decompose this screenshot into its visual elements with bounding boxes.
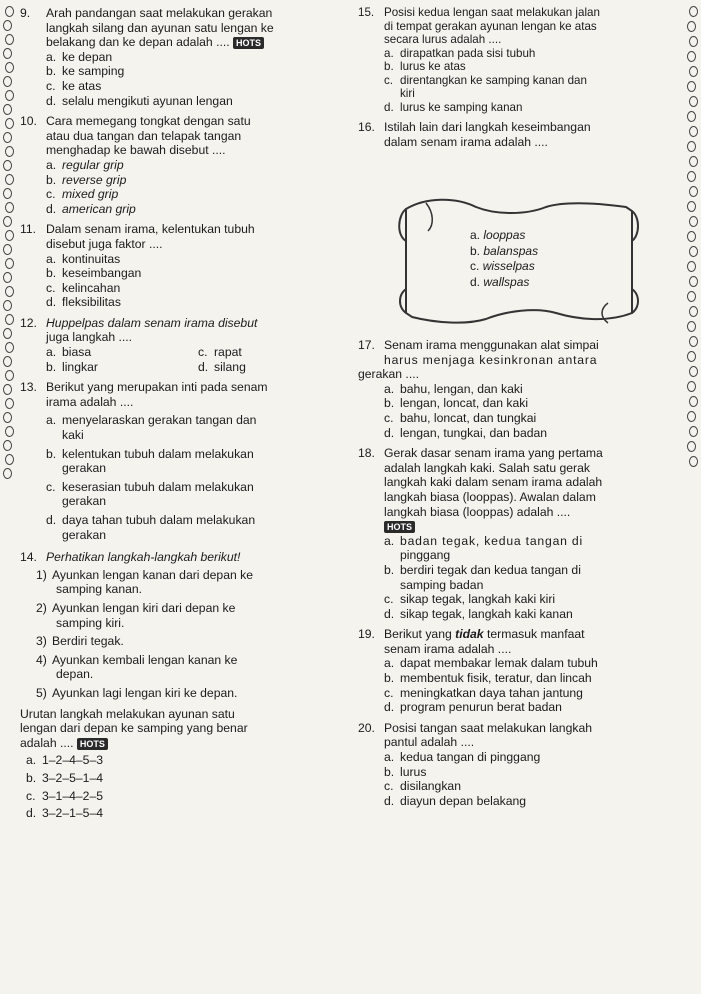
binding-ring-icon	[689, 156, 698, 167]
binding-ring-icon	[3, 216, 12, 227]
question-number: 15.	[358, 6, 375, 19]
binding-ring-icon	[3, 48, 12, 59]
question-text: Posisi tangan saat melakukan langkah pantul adalah ....	[384, 720, 592, 750]
question-text: Istilah lain dari langkah keseimbangan dalam senam irama adalah ....	[384, 120, 591, 149]
option-b[interactable]: b. lurus	[384, 764, 427, 779]
question-number: 19.	[358, 627, 375, 642]
binding-ring-icon	[687, 321, 696, 332]
option-a[interactable]: a. kontinuitas	[46, 251, 121, 266]
option-a[interactable]: a. dirapatkan pada sisi tubuh	[384, 46, 536, 60]
question-text: Posisi kedua lengan saat melakukan jalan di tempat gerakan ayunan lengan ke atas secara lurus adalah ....	[384, 6, 600, 46]
scroll-illustration	[386, 195, 648, 331]
binding-ring-icon	[3, 160, 12, 171]
option-c[interactable]: c. bahu, loncat, dan tungkai	[384, 410, 537, 425]
option-c[interactable]: c. ke atas	[46, 78, 102, 93]
binding-ring-icon	[689, 66, 698, 77]
binding-ring-icon	[3, 272, 12, 283]
question-text: Cara memegang tongkat dengan satu atau dua tangan dan telapak tangan menghadap ke bawah disebut ....	[46, 114, 251, 158]
binding-ring-icon	[687, 411, 696, 422]
binding-ring-icon	[689, 426, 698, 437]
left-column	[20, 6, 350, 821]
option-d[interactable]: d. program penurun berat badan	[384, 700, 562, 715]
question-number: 12.	[20, 315, 37, 330]
option-d[interactable]: d. sikap tegak, langkah kaki kanan	[384, 606, 573, 621]
option-d[interactable]: d. wallspas	[470, 274, 530, 289]
binding-ring-icon	[5, 174, 14, 185]
option-b[interactable]: b. berdiri tegak dan kedua tangan di samping badan	[384, 562, 581, 592]
option-a[interactable]: a. 1–2–4–5–3	[26, 753, 104, 768]
binding-rings-right	[686, 0, 700, 994]
option-b[interactable]: b. balanspas	[470, 243, 539, 258]
binding-ring-icon	[687, 201, 696, 212]
scroll-options	[470, 228, 538, 290]
option-d[interactable]: d. 3–2–1–5–4	[26, 806, 104, 821]
binding-ring-icon	[3, 104, 12, 115]
question-number: 17.	[358, 338, 375, 352]
question-text: Gerak dasar senam irama yang pertama adalah langkah kaki. Salah satu gerak langkah kaki dalam senam irama adalah langkah biasa (looppas). Awalan dalam langkah biasa (looppas) adalah .... HOTS	[384, 446, 603, 532]
binding-ring-icon	[687, 51, 696, 62]
binding-ring-icon	[5, 426, 14, 437]
binding-rings-left	[2, 0, 16, 994]
binding-ring-icon	[689, 96, 698, 107]
binding-ring-icon	[5, 342, 14, 353]
hots-badge: HOTS	[233, 37, 264, 49]
binding-ring-icon	[5, 118, 14, 129]
option-d[interactable]: d. diayun depan belakang	[384, 793, 527, 808]
binding-ring-icon	[3, 384, 12, 395]
binding-ring-icon	[3, 76, 12, 87]
question-17	[358, 338, 673, 808]
question-11	[20, 222, 350, 310]
option-c[interactable]: c. sikap tegak, langkah kaki kiri	[384, 592, 556, 607]
option-c[interactable]: c. mixed grip	[46, 187, 119, 202]
option-a[interactable]: a. kedua tangan di pinggang	[384, 750, 541, 765]
option-d[interactable]: d. daya tahan tubuh dalam melakukan gerakan	[46, 513, 256, 542]
option-c[interactable]: c. keserasian tubuh dalam melakukan gerakan	[46, 479, 254, 509]
hots-badge: HOTS	[77, 738, 108, 750]
question-15	[358, 6, 673, 114]
question-14	[20, 550, 350, 821]
option-a[interactable]: a. bahu, lengan, dan kaki	[384, 381, 523, 396]
question-number: 10.	[20, 114, 37, 129]
question-text: Arah pandangan saat melakukan gerakan langkah silang dan ayunan satu lengan ke belakang dan ke depan adalah .... HOTS	[46, 6, 274, 50]
option-a[interactable]: a. biasa	[46, 345, 92, 360]
option-c[interactable]: c. direntangkan ke samping kanan dan kiri	[384, 73, 587, 100]
question-16	[358, 120, 673, 149]
binding-ring-icon	[5, 314, 14, 325]
binding-ring-icon	[689, 216, 698, 227]
binding-ring-icon	[3, 300, 12, 311]
option-b[interactable]: b. lingkar	[46, 359, 98, 374]
binding-ring-icon	[3, 20, 12, 31]
option-b[interactable]: b. reverse grip	[46, 172, 127, 187]
question-text: Perhatikan langkah-langkah berikut!	[46, 550, 241, 565]
question-number: 20.	[358, 720, 375, 735]
question-number: 14.	[20, 550, 37, 565]
question-number: 16.	[358, 120, 375, 134]
hots-badge: HOTS	[384, 521, 415, 533]
binding-ring-icon	[687, 111, 696, 122]
binding-ring-icon	[5, 6, 14, 17]
binding-ring-icon	[5, 454, 14, 465]
option-c[interactable]: c. disilangkan	[384, 779, 461, 794]
binding-ring-icon	[689, 36, 698, 47]
binding-ring-icon	[3, 356, 12, 367]
question-prompt: Urutan langkah melakukan ayunan satu lengan dari depan ke samping yang benar adalah .... HOTS	[20, 706, 248, 750]
question-number: 18.	[358, 446, 375, 461]
binding-ring-icon	[689, 456, 698, 467]
steps-list: 1) Ayunkan lengan kanan dari depan ke samping kanan. 2) Ayunkan lengan kiri dari depan ke samping kiri. 3) Berdiri tegak. 4) Ayunkan kembali lengan kanan ke depan. 5) Ayunkan lagi lengan kiri ke depan.	[36, 567, 254, 700]
option-b[interactable]: b. keseimbangan	[46, 266, 142, 281]
binding-ring-icon	[687, 171, 696, 182]
binding-ring-icon	[3, 132, 12, 143]
question-10	[20, 114, 350, 216]
question-18	[358, 446, 673, 621]
binding-ring-icon	[689, 336, 698, 347]
option-c[interactable]: c. rapat	[198, 345, 242, 360]
binding-ring-icon	[689, 396, 698, 407]
binding-ring-icon	[687, 231, 696, 242]
binding-ring-icon	[5, 286, 14, 297]
binding-ring-icon	[689, 366, 698, 377]
option-b[interactable]: b. membentuk fisik, teratur, dan lincah	[384, 671, 592, 686]
question-text: Senam irama menggunakan alat simpai harus menjaga kesinkronan antara	[384, 338, 599, 367]
option-c[interactable]: c. 3–1–4–2–5	[26, 788, 104, 803]
question-number: 9.	[20, 6, 31, 20]
option-a[interactable]: a. menyelaraskan gerakan tangan dan kaki	[46, 413, 257, 443]
question-9	[20, 6, 350, 108]
question-13	[20, 380, 350, 542]
binding-ring-icon	[5, 202, 14, 213]
option-a[interactable]: a. regular grip	[46, 157, 124, 172]
option-d[interactable]: d. lengan, tungkai, dan badan	[384, 425, 548, 440]
question-number: 13.	[20, 380, 37, 395]
binding-ring-icon	[689, 306, 698, 317]
binding-ring-icon	[687, 21, 696, 32]
option-d[interactable]: d. selalu mengikuti ayunan lengan	[46, 93, 233, 108]
question-text: Huppelpas dalam senam irama disebut juga langkah ....	[46, 315, 258, 345]
binding-ring-icon	[3, 188, 12, 199]
question-text: Berikut yang merupakan inti pada senam irama adalah ....	[46, 380, 268, 409]
binding-ring-icon	[687, 381, 696, 392]
binding-ring-icon	[689, 186, 698, 197]
binding-ring-icon	[3, 244, 12, 255]
option-b[interactable]: b. kelentukan tubuh dalam melakukan gerakan	[46, 446, 254, 476]
binding-ring-icon	[687, 141, 696, 152]
option-c[interactable]: c. meningkatkan daya tahan jantung	[384, 685, 583, 700]
option-b[interactable]: b. ke samping	[46, 64, 125, 79]
binding-ring-icon	[687, 81, 696, 92]
binding-ring-icon	[5, 370, 14, 381]
binding-ring-icon	[687, 261, 696, 272]
binding-ring-icon	[689, 6, 698, 17]
option-b[interactable]: b. lengan, loncat, dan kaki	[384, 396, 529, 411]
option-b[interactable]: b. 3–2–5–1–4	[26, 770, 104, 785]
question-12	[20, 316, 350, 374]
option-d[interactable]: d. fleksibilitas	[46, 295, 121, 310]
option-c[interactable]: c. wisselpas	[470, 259, 535, 273]
binding-ring-icon	[5, 34, 14, 45]
binding-ring-icon	[689, 276, 698, 287]
binding-ring-icon	[3, 328, 12, 339]
option-c[interactable]: c. kelincahan	[46, 280, 121, 295]
option-d[interactable]: d. silang	[198, 359, 246, 374]
option-b[interactable]: b. lurus ke atas	[384, 60, 466, 73]
binding-ring-icon	[5, 398, 14, 409]
binding-ring-icon	[687, 351, 696, 362]
question-text: Berikut yang tidak termasuk manfaat senam irama adalah ....	[384, 627, 585, 656]
option-a[interactable]: a. ke depan	[46, 49, 113, 64]
option-a[interactable]: a. badan tegak, kedua tangan di pinggang	[384, 533, 584, 563]
question-20	[358, 721, 673, 809]
option-d[interactable]: d. lurus ke samping kanan	[384, 100, 523, 114]
binding-ring-icon	[5, 258, 14, 269]
question-number: 11.	[20, 222, 37, 237]
binding-ring-icon	[5, 146, 14, 157]
binding-ring-icon	[687, 291, 696, 302]
option-d[interactable]: d. american grip	[46, 201, 136, 216]
binding-ring-icon	[3, 468, 12, 479]
binding-ring-icon	[5, 62, 14, 73]
binding-ring-icon	[5, 230, 14, 241]
option-a[interactable]: a. dapat membakar lemak dalam tubuh	[384, 656, 598, 671]
binding-ring-icon	[5, 90, 14, 101]
question-text-continued: gerakan ....	[358, 367, 419, 382]
question-text: Dalam senam irama, kelentukan tubuh disebut juga faktor ....	[46, 222, 255, 251]
binding-ring-icon	[3, 412, 12, 423]
binding-ring-icon	[3, 440, 12, 451]
question-19	[358, 627, 673, 715]
option-a[interactable]: a. looppas	[470, 228, 526, 242]
binding-ring-icon	[689, 126, 698, 137]
binding-ring-icon	[687, 441, 696, 452]
binding-ring-icon	[689, 246, 698, 257]
